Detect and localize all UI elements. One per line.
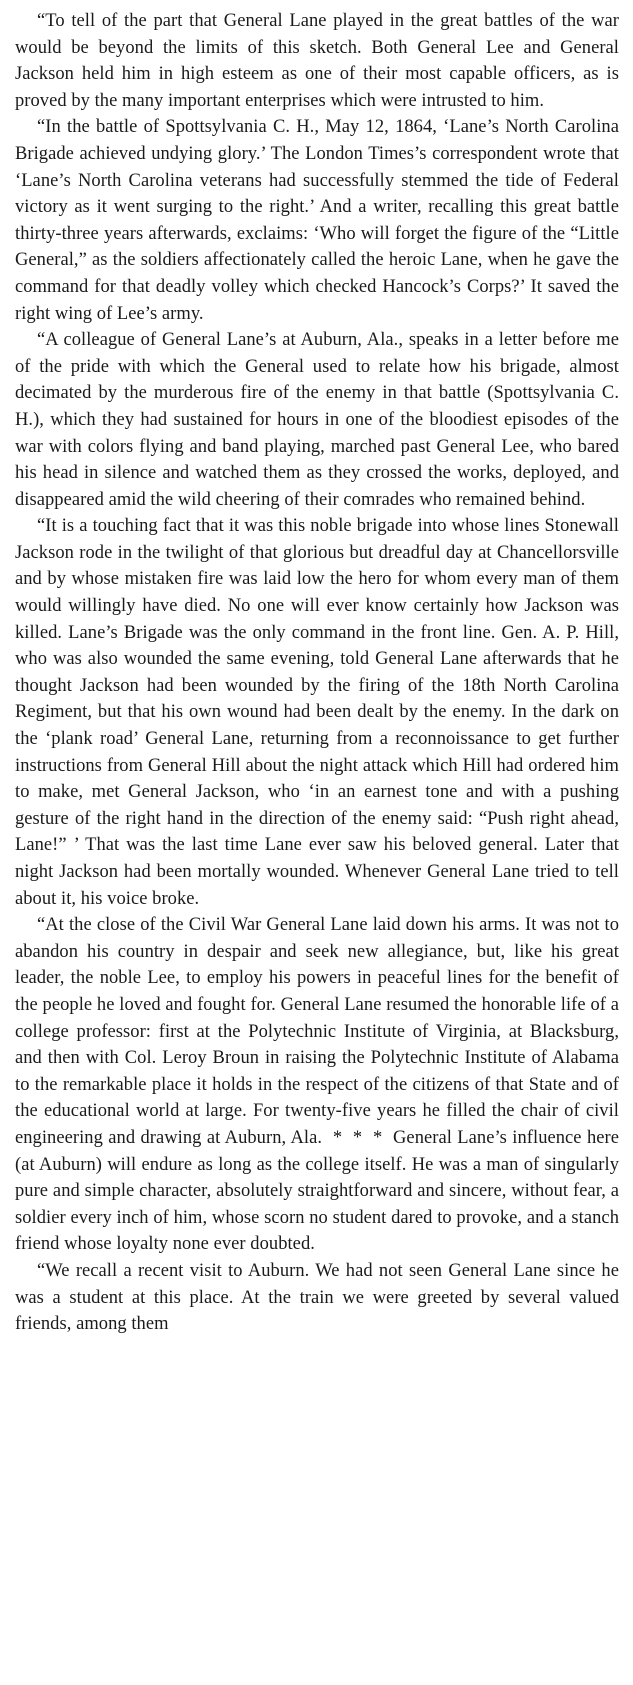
paragraph-auburn-colleague: “A colleague of General Lane’s at Auburn, Ala., speaks in a letter before me of the pride with which the General used to relate how his brigade, almost decimated by the murderous fire of the enemy in that battle (Spottsylvania C. H.), which they had sustained for hours in one of the bloodiest episodes of the war with colors flying and band playing, marched past General Lee, who bared his head in silence and watched them as they crossed the works, deployed, and disappeared amid the wild cheering of their comrades who remained behind. <box>15 330 619 510</box>
paragraph-chancellorsville: “It is a touching fact that it was this noble brigade into whose lines Stonewall Jackson rode in the twilight of that glorious but dreadful day at Chancellorsville and by whose mistaken fire was laid low the hero for whom every man of them would willingly have died. No one will ever know certainly how Jackson was killed. Lane’s Brigade was the only command in the front line. Gen. A. P. Hill, who was also wounded the same evening, told General Lane afterwards that he thought Jackson had been wounded by the firing of the 18th North Carolina Regiment, but that his own wound had been dealt by the enemy. In the dark on the ‘plank road’ General Lane, returning from a reconnoissance to get further instructions from General Hill about the night attack which Hill had ordered him to make, met General Jackson, who ‘in an earnest tone and with a pushing gesture of the right hand in the direction of the enemy said: “Push right ahead, Lane!” ’ That was the last time Lane ever saw his beloved general. Later that night Jackson had been mortally wounded. Whenever General Lane tried to tell about it, his voice broke. <box>15 516 619 909</box>
paragraph-after-war: “At the close of the Civil War General Lane laid down his arms. It was not to abandon his country in despair and seek new allegiance, but, like his great leader, the noble Lee, to employ his powers in peaceful lines for the benefit of the people he loved and fought for. General Lane resumed the honorable life of a college professor: first at the Polytechnic Institute of Virginia, at Blacksburg, and then with Col. Leroy Broun in raising the Polytechnic Institute of Alabama to the remarkable place it holds in the respect of the citizens of that State and of the educational world at large. For twenty-five years he filled the chair of civil engineering and drawing at Auburn, Ala. * * * General Lane’s influence here (at Auburn) will endure as long as the college itself. He was a man of singularly pure and simple character, absolutely straightforward and sincere, without fear, a soldier every inch of him, whose scorn no student dared to provoke, and a stanch friend whose loyalty none ever doubted. <box>15 915 619 1255</box>
paragraph-lane-battles: “To tell of the part that General Lane played in the great battles of the war would be beyond the limits of this sketch. Both General Lee and General Jackson held him in high esteem as one of their most capable officers, as is proved by the many important enterprises which were intrusted to him. <box>15 11 619 111</box>
paragraph-spottsylvania: “In the battle of Spottsylvania C. H., May 12, 1864, ‘Lane’s North Carolina Brigade achieved undying glory.’ The London Times’s correspondent wrote that ‘Lane’s North Carolina veterans had successfully stemmed the tide of Federal victory as it went surging to the right.’ And a writer, recalling this great battle thirty-three years afterwards, exclaims: ‘Who will forget the figure of the “Little General,” as the soldiers affectionately called the heroic Lane, when he gave the command for that deadly volley which checked Hancock’s Corps?’ It saved the right wing of Lee’s army. <box>15 117 619 324</box>
paragraph-visit-auburn: “We recall a recent visit to Auburn. We had not seen General Lane since he was a student at this place. At the train we were greeted by several valued friends, among them <box>15 1260 619 1335</box>
